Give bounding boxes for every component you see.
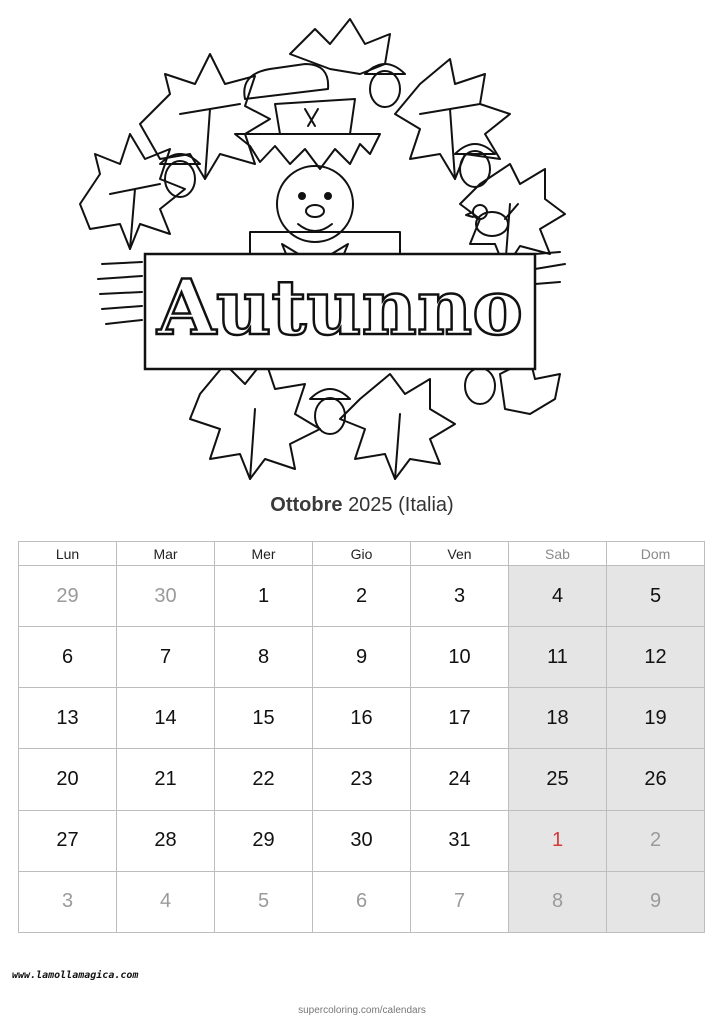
day-cell: 21 xyxy=(117,749,215,810)
day-cell: 2 xyxy=(607,810,705,871)
day-cell: 17 xyxy=(411,688,509,749)
weekday-header: Ven xyxy=(411,542,509,566)
week-row xyxy=(19,688,705,749)
autumn-illustration xyxy=(60,14,640,484)
day-cell: 6 xyxy=(19,627,117,688)
weekday-header-row xyxy=(19,542,705,566)
maple-leaf-icon xyxy=(395,59,510,179)
day-cell: 22 xyxy=(215,749,313,810)
day-cell: 3 xyxy=(19,871,117,932)
calendar-grid xyxy=(18,541,705,933)
day-cell: 8 xyxy=(215,627,313,688)
day-cell: 1 xyxy=(509,810,607,871)
weekday-header: Sab xyxy=(509,542,607,566)
day-cell: 10 xyxy=(411,627,509,688)
day-cell: 28 xyxy=(117,810,215,871)
weekday-header: Mer xyxy=(215,542,313,566)
maple-leaf-icon xyxy=(190,359,320,479)
day-cell: 7 xyxy=(411,871,509,932)
day-cell: 3 xyxy=(411,566,509,627)
day-cell: 19 xyxy=(607,688,705,749)
day-cell: 30 xyxy=(117,566,215,627)
day-cell: 5 xyxy=(607,566,705,627)
day-cell: 16 xyxy=(313,688,411,749)
country: (Italia) xyxy=(398,494,454,516)
day-cell: 1 xyxy=(215,566,313,627)
footer-center-url: supercoloring.com/calendars xyxy=(298,1005,426,1016)
week-row xyxy=(19,627,705,688)
day-cell: 23 xyxy=(313,749,411,810)
day-cell: 5 xyxy=(215,871,313,932)
day-cell: 29 xyxy=(19,566,117,627)
maple-leaf-icon xyxy=(340,374,455,479)
day-cell: 12 xyxy=(607,627,705,688)
week-row xyxy=(19,871,705,932)
maple-leaf-icon xyxy=(140,54,270,179)
day-cell: 9 xyxy=(313,627,411,688)
day-cell: 15 xyxy=(215,688,313,749)
weekday-header: Mar xyxy=(117,542,215,566)
scarecrow-icon xyxy=(235,64,400,276)
day-cell: 4 xyxy=(509,566,607,627)
week-row xyxy=(19,566,705,627)
day-cell: 24 xyxy=(411,749,509,810)
calendar-title xyxy=(0,494,724,517)
day-cell: 14 xyxy=(117,688,215,749)
day-cell: 26 xyxy=(607,749,705,810)
footer-left-url: www.lamollamagica.com xyxy=(12,970,139,981)
day-cell: 20 xyxy=(19,749,117,810)
weekday-header: Lun xyxy=(19,542,117,566)
week-row xyxy=(19,810,705,871)
day-cell: 4 xyxy=(117,871,215,932)
year: 2025 xyxy=(348,494,393,516)
month-name: Ottobre xyxy=(270,494,343,516)
day-cell: 18 xyxy=(509,688,607,749)
day-cell: 6 xyxy=(313,871,411,932)
day-cell: 7 xyxy=(117,627,215,688)
day-cell: 13 xyxy=(19,688,117,749)
acorn-icon xyxy=(455,144,495,187)
day-cell: 31 xyxy=(411,810,509,871)
day-cell: 27 xyxy=(19,810,117,871)
day-cell: 25 xyxy=(509,749,607,810)
weekday-header: Dom xyxy=(607,542,705,566)
day-cell: 9 xyxy=(607,871,705,932)
day-cell: 11 xyxy=(509,627,607,688)
weekday-header: Gio xyxy=(313,542,411,566)
day-cell: 2 xyxy=(313,566,411,627)
day-cell: 29 xyxy=(215,810,313,871)
day-cell: 8 xyxy=(509,871,607,932)
banner-text: Autunno xyxy=(157,263,523,352)
day-cell: 30 xyxy=(313,810,411,871)
week-row xyxy=(19,749,705,810)
